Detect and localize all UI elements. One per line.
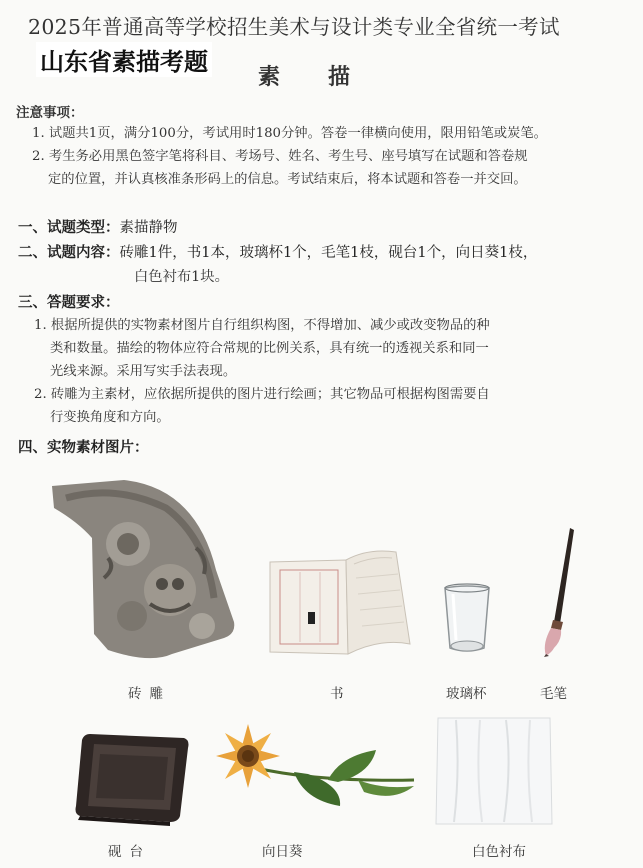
notes-item-2-cont: 定的位置，并认真核准条形码上的信息。考试结束后，将本试题和答卷一并交回。 (48, 172, 527, 187)
requirement-2-cont: 行变换角度和方向。 (50, 410, 170, 425)
glass-image (440, 582, 494, 656)
province-overlay-title: 山东省素描考题 (36, 42, 212, 77)
requirement-1: 1. 根据所提供的实物素材图片自行组织构图，不得增加、减少或改变物品的种 (34, 318, 490, 333)
section-materials: 四、实物素材图片： (18, 439, 149, 456)
notes-title: 注意事项： (16, 105, 84, 121)
caption-brick: 砖雕 (128, 686, 171, 702)
section-type-label: 一、试题类型： (18, 219, 120, 236)
book-image (264, 548, 414, 660)
section-content (18, 241, 537, 262)
caption-cloth: 白色衬布 (472, 844, 526, 860)
section-content-cont: 白色衬布1块。 (134, 269, 229, 285)
caption-sunflower: 向日葵 (262, 844, 303, 860)
notes-item-1: 1. 试题共1页，满分100分，考试用时180分钟。答卷一律横向使用，限用铅笔或炭笔。 (32, 126, 547, 141)
caption-inkstone: 砚台 (108, 844, 151, 860)
caption-glass: 玻璃杯 (446, 686, 487, 702)
brick-carving-image (46, 478, 242, 664)
brush-image (530, 526, 586, 658)
requirement-1-cont: 类和数量。描绘的物体应符合常规的比例关系，具有统一的透视关系和同一 (50, 341, 489, 356)
requirement-1-cont2: 光线来源。采用写实手法表现。 (50, 364, 237, 379)
white-cloth-image (432, 716, 556, 826)
notes-item-2: 2. 考生务必用黑色签字笔将科目、考场号、姓名、考生号、座号填写在试题和答卷规 (32, 149, 528, 164)
requirement-2: 2. 砖雕为主素材，应依据所提供的图片进行绘画；其它物品可根据构图需要自 (34, 387, 490, 402)
inkstone-image (72, 724, 192, 826)
caption-book: 书 (330, 686, 344, 702)
section-type-value: 素描静物 (119, 220, 178, 236)
section-content-value: 砖雕1件，书1本，玻璃杯1个，毛笔1枝，砚台1个，向日葵1枝， (119, 245, 538, 261)
section-content-label: 二、试题内容： (18, 244, 120, 261)
caption-brush: 毛笔 (540, 686, 567, 702)
exam-title: 2025年普通高等学校招生美术与设计类专业全省统一考试 (28, 15, 560, 39)
subject-title: 素描 (258, 64, 399, 90)
sunflower-image (208, 720, 422, 820)
section-requirements: 三、答题要求： (18, 294, 120, 311)
section-type (18, 216, 178, 237)
